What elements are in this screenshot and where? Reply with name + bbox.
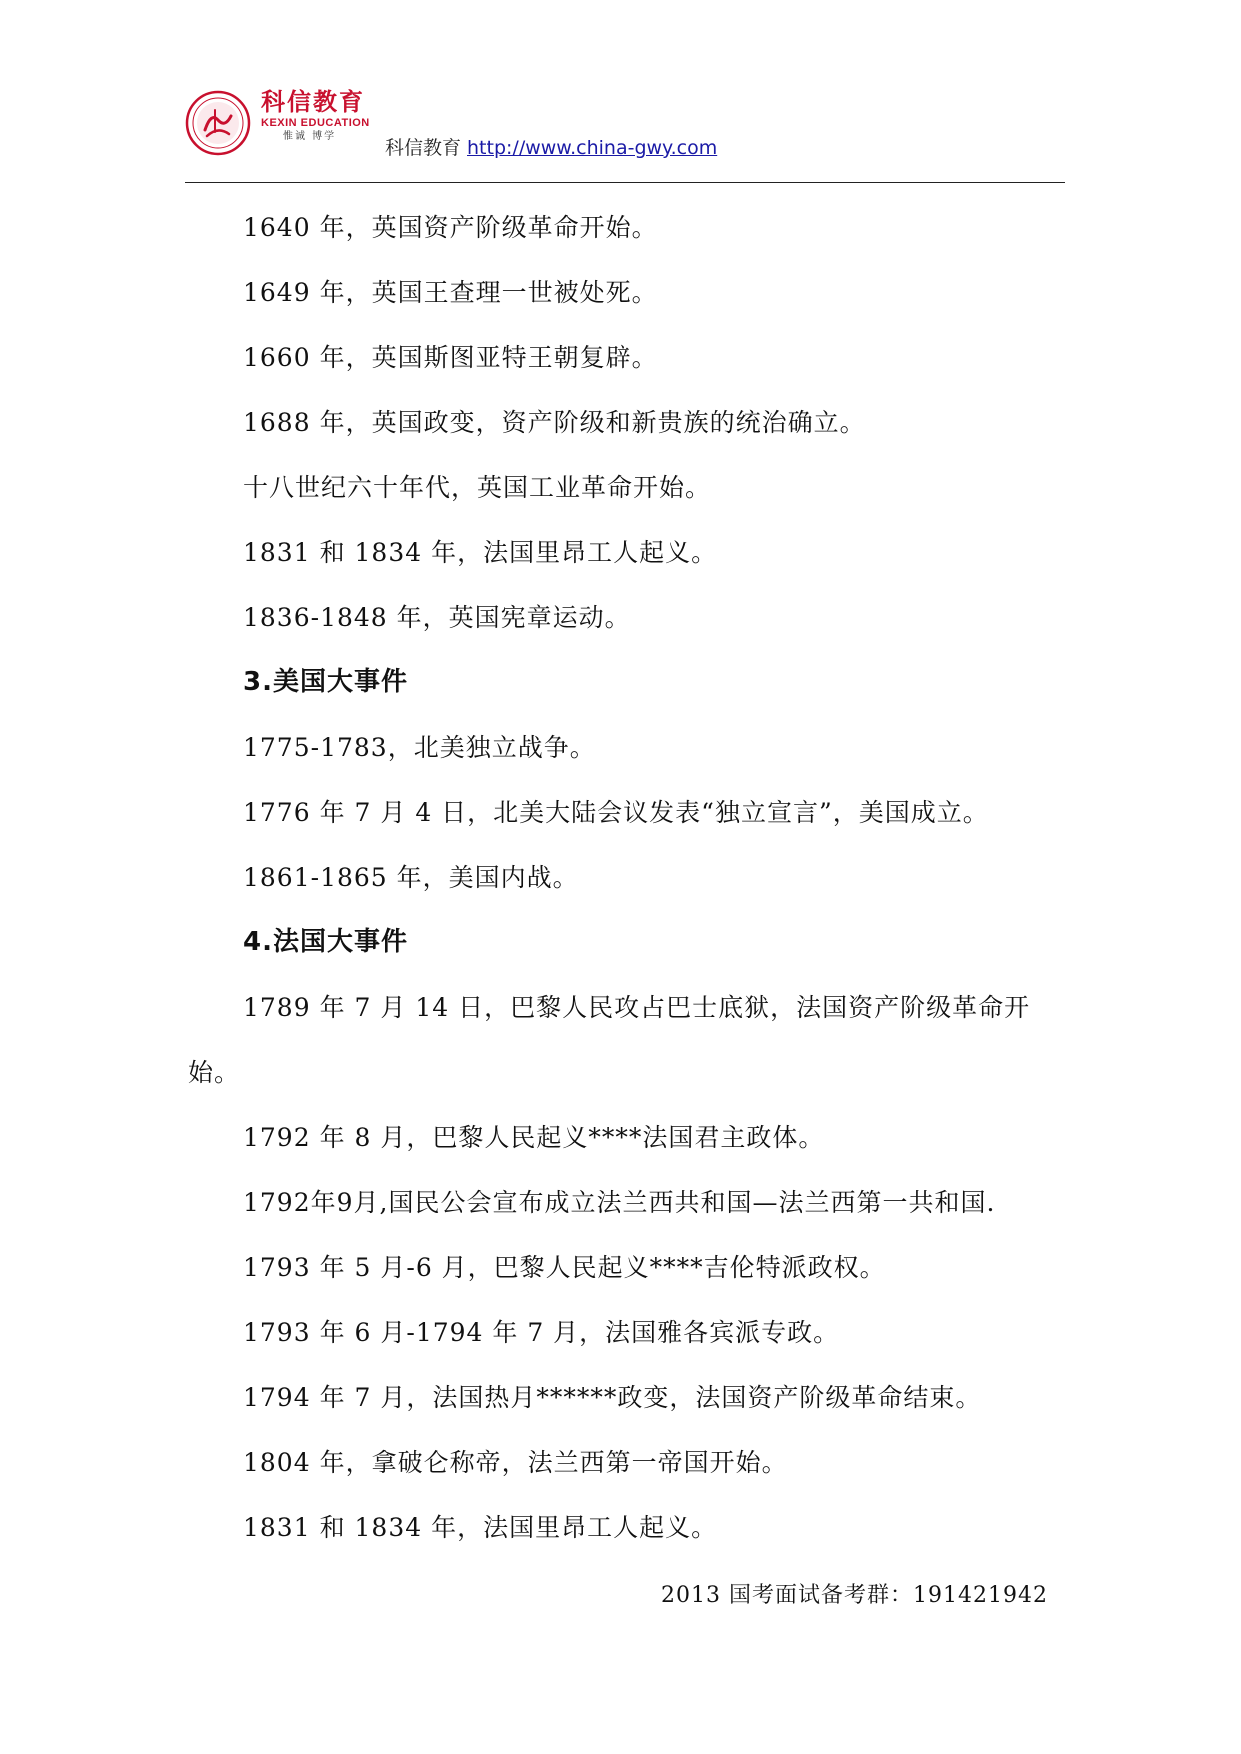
text-line: 1789 年 7 月 14 日，巴黎人民攻占巴士底狱，法国资产阶级革命开 — [243, 993, 1031, 1022]
text-line: 始。 — [188, 1058, 241, 1087]
text-line: 1649 年，英国王查理一世被处死。 — [243, 278, 658, 307]
text-line: 1831 和 1834 年，法国里昂工人起义。 — [243, 538, 718, 567]
text-line: 1831 和 1834 年，法国里昂工人起义。 — [243, 1513, 718, 1542]
text-line: 1804 年，拿破仑称帝，法兰西第一帝国开始。 — [243, 1448, 788, 1477]
logo-name-cn: 科信教育 — [261, 88, 365, 116]
text-line: 1794 年 7 月，法国热月******政变，法国资产阶级革命结束。 — [243, 1383, 982, 1412]
text-line: 1836-1848 年，英国宪章运动。 — [243, 603, 631, 632]
site-info — [385, 133, 717, 160]
text-line: 1861-1865 年，美国内战。 — [243, 863, 579, 892]
text-line: 1793 年 6 月-1794 年 7 月，法国雅各宾派专政。 — [243, 1318, 840, 1347]
section-heading: 4.法国大事件 — [243, 927, 408, 957]
kexin-seal-logo-icon — [185, 90, 251, 156]
section-heading: 3.美国大事件 — [243, 667, 408, 697]
text-line: 1793 年 5 月-6 月，巴黎人民起义****吉伦特派政权。 — [243, 1253, 886, 1282]
page-header — [185, 78, 1065, 178]
document-body — [188, 195, 1078, 1560]
logo-wordmark — [261, 88, 370, 144]
logo-name-en: KEXIN EDUCATION — [261, 117, 370, 129]
footer-note: 2013 国考面试备考群：191421942 — [661, 1583, 1048, 1608]
text-line: 1640 年，英国资产阶级革命开始。 — [243, 213, 658, 242]
text-line: 1792 年 8 月，巴黎人民起义****法国君主政体。 — [243, 1123, 825, 1152]
logo-motto: 惟诚 博学 — [283, 131, 337, 142]
text-line: 1776 年 7 月 4 日，北美大陆会议发表“独立宣言”，美国成立。 — [243, 798, 989, 827]
text-line: 1792年9月,国民公会宣布成立法兰西共和国—法兰西第一共和国. — [243, 1188, 996, 1217]
header-divider — [185, 182, 1065, 183]
text-line: 十八世纪六十年代，英国工业革命开始。 — [243, 473, 712, 502]
site-name: 科信教育 — [385, 137, 462, 159]
site-url-link[interactable]: http://www.china-gwy.com — [467, 137, 718, 159]
text-line: 1688 年，英国政变，资产阶级和新贵族的统治确立。 — [243, 408, 866, 437]
text-line: 1775-1783，北美独立战争。 — [243, 733, 596, 762]
text-line: 1660 年，英国斯图亚特王朝复辟。 — [243, 343, 658, 372]
